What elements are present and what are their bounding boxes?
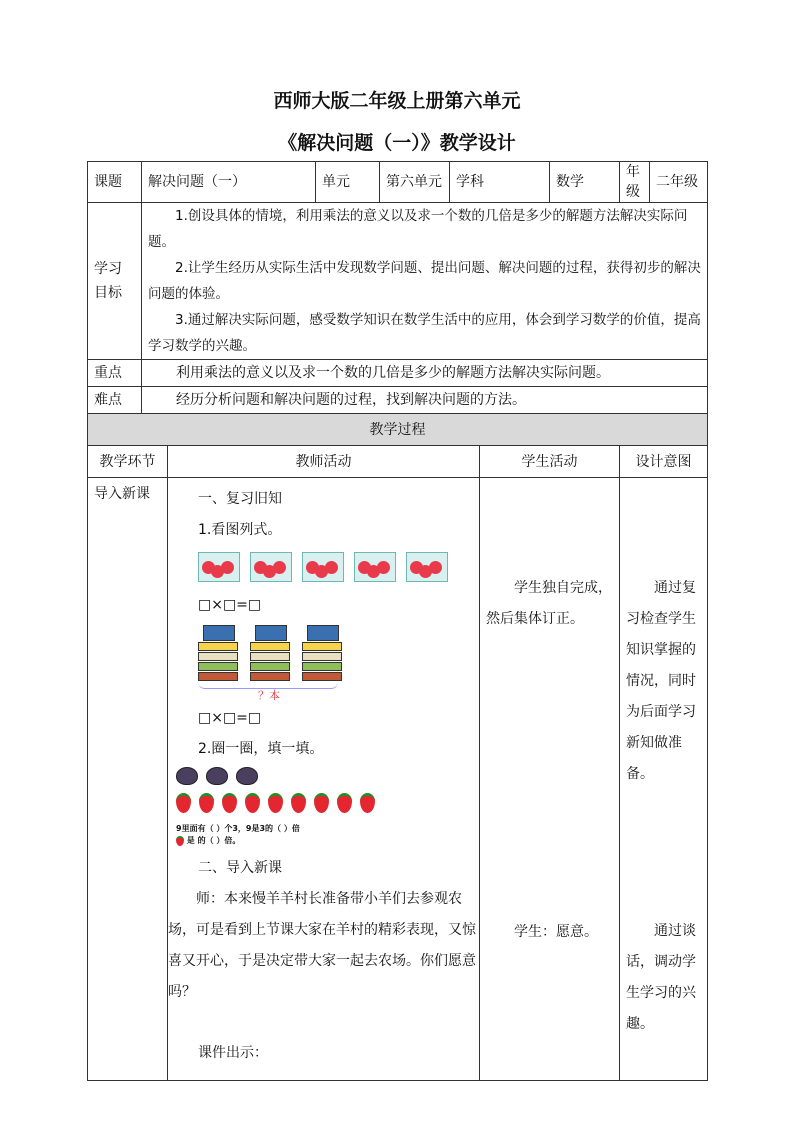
- intro-heading: 二、导入新课: [198, 860, 282, 876]
- grape-icon: [176, 767, 198, 785]
- apple-group-icon: [354, 552, 396, 582]
- strawberry-icon: [337, 793, 352, 813]
- objectives-label: 学习目标: [88, 203, 142, 360]
- key-point-label: 重点: [88, 360, 142, 387]
- intent-cell: [620, 478, 708, 1081]
- stage-label: 导入新课: [94, 486, 150, 502]
- book-stack-icon: [302, 625, 342, 682]
- formula-2: □×□=□: [198, 710, 262, 726]
- courseware-label: 课件出示：: [198, 1045, 268, 1061]
- apple-group-icon: [250, 552, 292, 582]
- fill-line-2-text: 是 的（ ）倍。: [186, 836, 241, 845]
- intent-2: 通过谈话，调动学生学习的兴趣。: [626, 923, 696, 1032]
- student-activity-2: 学生：愿意。: [514, 924, 598, 940]
- column-teacher: 教师活动: [168, 446, 480, 478]
- book-stack-icon: [198, 625, 238, 682]
- teacher-activity-cell: [168, 478, 480, 1081]
- topic-value: 解决问题（一）: [142, 162, 316, 203]
- strawberry-icon: [222, 793, 237, 813]
- grape-icon: [236, 767, 258, 785]
- label-grade: 年级: [620, 162, 650, 203]
- label-unit: 单元: [316, 162, 380, 203]
- strawberry-icon: [176, 836, 184, 846]
- strawberry-icon: [199, 793, 214, 813]
- student-activity-1: 学生独自完成，然后集体订正。: [486, 580, 612, 627]
- strawberry-icon: [360, 793, 375, 813]
- strawberry-icon: [268, 793, 283, 813]
- key-point-text: 利用乘法的意义以及求一个数的几倍是多少的解题方法解决实际问题。: [142, 360, 708, 387]
- subject-value: 数学: [550, 162, 620, 203]
- strawberry-icon: [314, 793, 329, 813]
- student-activity-cell: [480, 478, 620, 1081]
- apple-group-icon: [198, 552, 240, 582]
- strawberry-icon: [245, 793, 260, 813]
- objectives-list: [142, 203, 708, 360]
- difficulty-text: 经历分析问题和解决问题的过程，找到解决问题的方法。: [142, 387, 708, 414]
- lesson-plan-table: [87, 161, 708, 1081]
- document-title: 西师大版二年级上册第六单元: [273, 90, 521, 112]
- books-question: ？本: [258, 689, 280, 702]
- column-stage: 教学环节: [88, 446, 168, 478]
- unit-value: 第六单元: [380, 162, 450, 203]
- strawberry-row: [176, 793, 473, 813]
- label-topic: 课题: [88, 162, 142, 203]
- stage-cell: [88, 478, 168, 1081]
- grape-icon: [206, 767, 228, 785]
- exercise-1-label: 1.看图列式。: [198, 522, 282, 538]
- exercise-2-label: 2.圈一圈，填一填。: [198, 741, 324, 757]
- objective-item: 3.通过解决实际问题，感受数学知识在数学生活中的应用，体会到学习数学的价值，提高学习数学的兴趣。: [148, 312, 701, 354]
- apple-images: [198, 552, 473, 582]
- strawberry-icon: [176, 793, 191, 813]
- formula-1: □×□=□: [198, 597, 262, 613]
- fill-line-1: 9里面有（ ）个3，9是3的（ ）倍: [176, 824, 300, 833]
- process-header: 教学过程: [88, 414, 708, 446]
- label-subject: 学科: [450, 162, 550, 203]
- book-stack-icon: [250, 625, 290, 682]
- review-heading: 一、复习旧知: [198, 491, 282, 507]
- grade-value: 二年级: [650, 162, 708, 203]
- column-intent: 设计意图: [620, 446, 708, 478]
- intent-1: 通过复习检查学生知识掌握的情况，同时为后面学习新知做准备。: [626, 580, 696, 782]
- column-student: 学生活动: [480, 446, 620, 478]
- document-subtitle: 《解决问题（一）》教学设计: [278, 132, 516, 154]
- objective-item: 2.让学生经历从实际生活中发现数学问题、提出问题、解决问题的过程，获得初步的解决问题的体验。: [148, 260, 701, 302]
- difficulty-label: 难点: [88, 387, 142, 414]
- apple-group-icon: [406, 552, 448, 582]
- apple-group-icon: [302, 552, 344, 582]
- fill-line-2: [176, 835, 473, 847]
- strawberry-icon: [291, 793, 306, 813]
- grape-row: [176, 767, 473, 785]
- objective-item: 1.创设具体的情境，利用乘法的意义以及求一个数的几倍是多少的解题方法解决实际问题。: [148, 208, 688, 250]
- book-stacks-image: [198, 625, 473, 682]
- intro-text: 师：本来慢羊羊村长准备带小羊们去参观农场，可是看到上节课大家在羊村的精彩表现，又惊喜又开心，于是决定带大家一起去农场。你们愿意吗？: [168, 891, 476, 1000]
- brace-line: [198, 682, 338, 689]
